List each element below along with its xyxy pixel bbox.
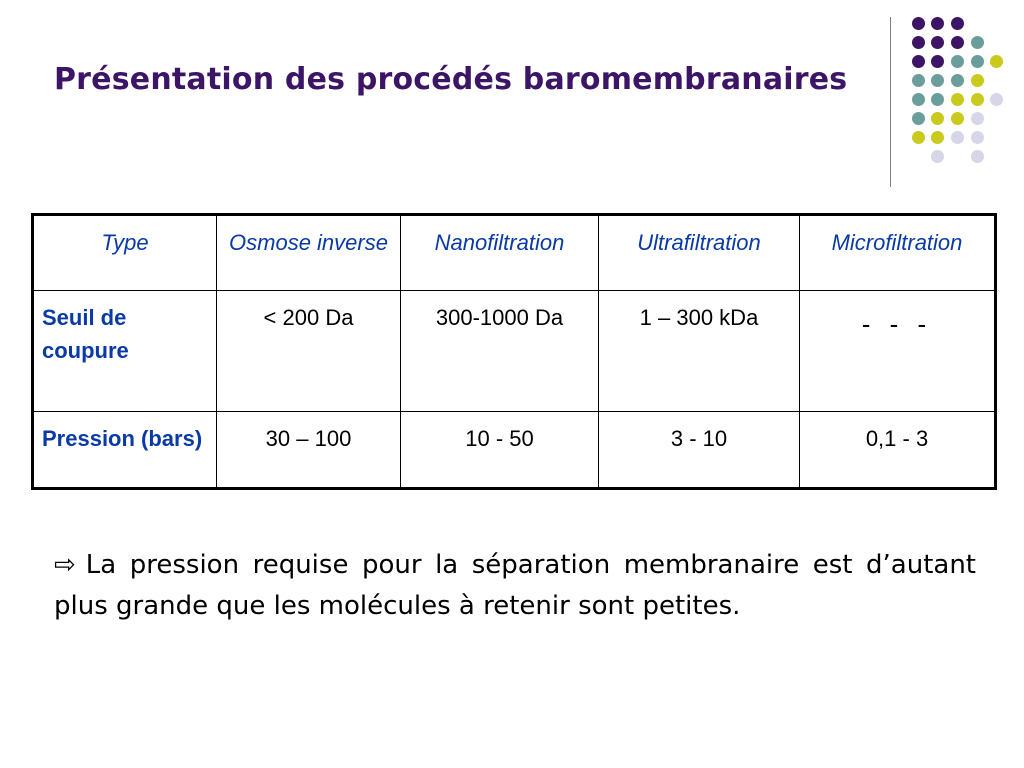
cell-pression-microfiltration: 0,1 - 3 bbox=[800, 412, 996, 489]
decorative-dot bbox=[951, 55, 964, 68]
decorative-dot bbox=[931, 150, 944, 163]
decorative-dot bbox=[971, 93, 984, 106]
decorative-dot bbox=[971, 150, 984, 163]
decorative-dot bbox=[951, 74, 964, 87]
header-cell-nanofiltration: Nanofiltration bbox=[401, 215, 599, 291]
procedures-table bbox=[31, 213, 997, 490]
decorative-dot bbox=[931, 74, 944, 87]
cell-seuil-nanofiltration: 300-1000 Da bbox=[401, 291, 599, 412]
decorative-dot bbox=[931, 112, 944, 125]
decorative-dot bbox=[951, 36, 964, 49]
decorative-dot bbox=[971, 131, 984, 144]
decorative-dot bbox=[990, 93, 1003, 106]
decorative-dot bbox=[951, 112, 964, 125]
table-header-row bbox=[33, 215, 996, 291]
decorative-dot bbox=[971, 55, 984, 68]
decorative-dot bbox=[971, 36, 984, 49]
header-cell-osmose-inverse: Osmose inverse bbox=[217, 215, 401, 291]
cell-seuil-ultrafiltration: 1 – 300 kDa bbox=[599, 291, 800, 412]
decorative-dot bbox=[931, 55, 944, 68]
row-label-pression: Pression (bars) bbox=[33, 412, 217, 489]
table-row-pression bbox=[33, 412, 996, 489]
decorative-dot bbox=[990, 55, 1003, 68]
right-arrow-icon: ⇨ bbox=[54, 550, 76, 580]
decorative-dot bbox=[912, 93, 925, 106]
decorative-dot bbox=[951, 17, 964, 30]
decorative-dot bbox=[912, 131, 925, 144]
note-paragraph bbox=[54, 545, 976, 627]
decorative-dot bbox=[912, 55, 925, 68]
decorative-dot bbox=[951, 131, 964, 144]
cell-pression-ultrafiltration: 3 - 10 bbox=[599, 412, 800, 489]
cell-pression-osmose-inverse: 30 – 100 bbox=[217, 412, 401, 489]
cell-seuil-osmose-inverse: < 200 Da bbox=[217, 291, 401, 412]
decorative-dot bbox=[912, 36, 925, 49]
decorative-dot bbox=[912, 17, 925, 30]
title-divider-line bbox=[890, 17, 891, 187]
decorative-dot bbox=[931, 93, 944, 106]
cell-seuil-microfiltration: - - - bbox=[800, 291, 996, 412]
decorative-dot bbox=[912, 74, 925, 87]
decorative-dot bbox=[931, 131, 944, 144]
decorative-dot bbox=[971, 74, 984, 87]
row-label-seuil-de-coupure: Seuil de coupure bbox=[33, 291, 217, 412]
slide-title: Présentation des procédés baromembranaires bbox=[54, 62, 848, 97]
decorative-dot bbox=[931, 36, 944, 49]
header-cell-microfiltration: Microfiltration bbox=[800, 215, 996, 291]
decorative-dot bbox=[971, 112, 984, 125]
decorative-dot bbox=[951, 93, 964, 106]
header-cell-type: Type bbox=[33, 215, 217, 291]
cell-pression-nanofiltration: 10 - 50 bbox=[401, 412, 599, 489]
header-cell-ultrafiltration: Ultrafiltration bbox=[599, 215, 800, 291]
decorative-dot bbox=[931, 17, 944, 30]
table-row-seuil-de-coupure bbox=[33, 291, 996, 412]
note-text: La pression requise pour la séparation membranaire est d’autant plus grande que les molécules à retenir sont petites. bbox=[54, 550, 976, 621]
decorative-dot bbox=[912, 112, 925, 125]
